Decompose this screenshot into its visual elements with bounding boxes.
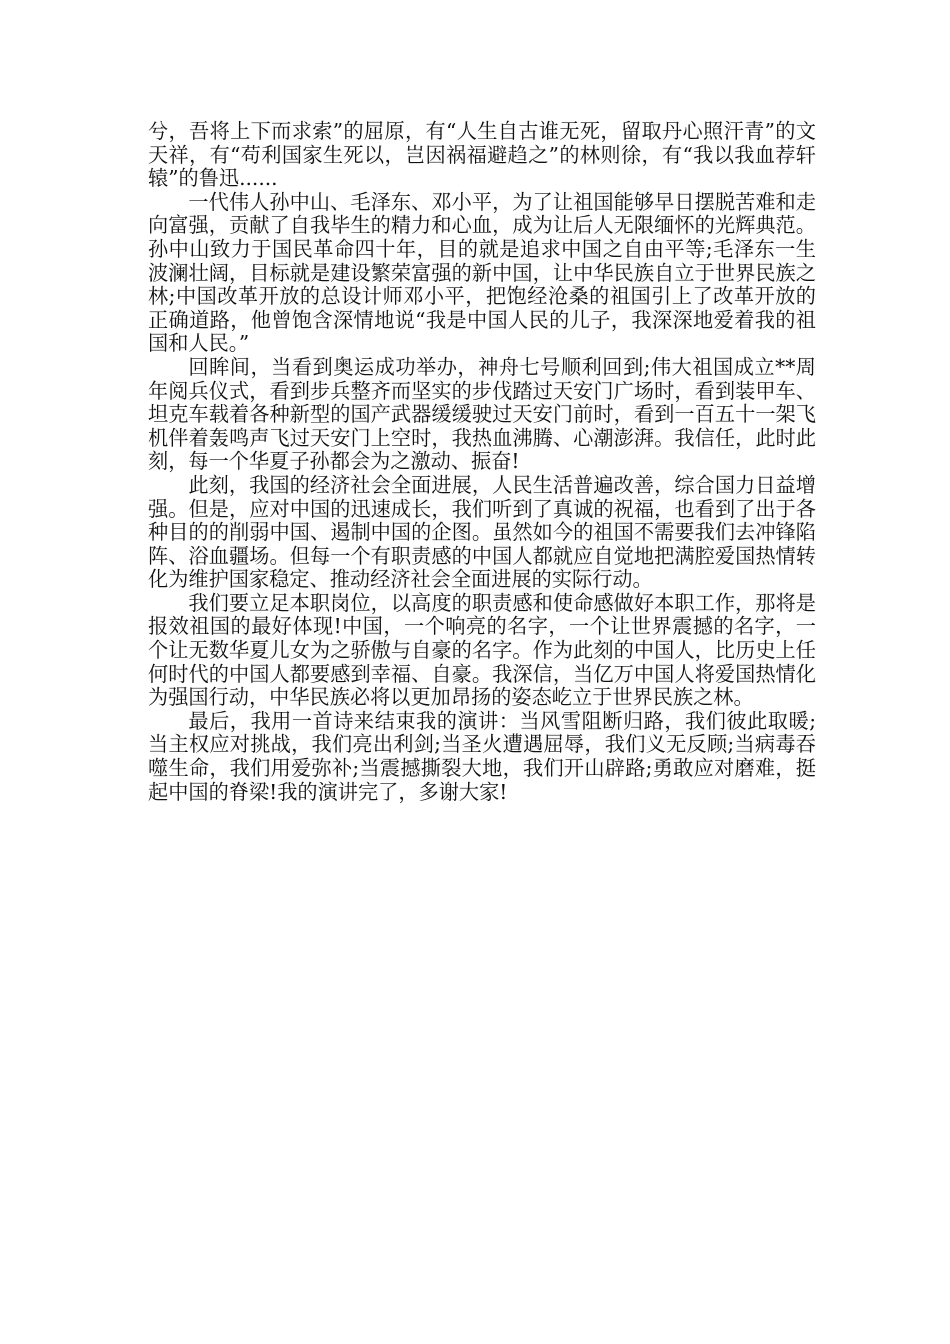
paragraph-4: 此刻，我国的经济社会全面进展，人民生活普遍改善，综合国力日益增强。但是，应对中国的迅速成长，我们听到了真诚的祝福，也看到了出于各种目的的削弱中国、遏制中国的企图。虽然如今的祖国不需要我们去冲锋陷阵、浴血疆场。但每一个有职责感的中国人都就应自觉地把满腔爱国热情转化为维护国家稳定、推动经济社会全面进展的实际行动。 <box>148 472 816 592</box>
paragraph-3: 回眸间，当看到奥运成功举办，神舟七号顺利回到;伟大祖国成立**周年阅兵仪式，看到步兵整齐而坚实的步伐踏过天安门广场时，看到装甲车、坦克车载着各种新型的国产武器缓缓驶过天安门前时，看到一百五十一架飞机伴着轰鸣声飞过天安门上空时，我热血沸腾、心潮澎湃。我信任，此时此刻，每一个华夏子孙都会为之激动、振奋! <box>148 354 816 474</box>
paragraph-2: 一代伟人孙中山、毛泽东、邓小平，为了让祖国能够早日摆脱苦难和走向富强，贡献了自我毕生的精力和心血，成为让后人无限缅怀的光辉典范。孙中山致力于国民革命四十年，目的就是追求中国之自由平等;毛泽东一生波澜壮阔，目标就是建设繁荣富强的新中国，让中华民族自立于世界民族之林;中国改革开放的总设计师邓小平，把饱经沧桑的祖国引上了改革开放的正确道路，他曾饱含深情地说“我是中国人民的儿子，我深深地爱着我的祖国和人民。” <box>148 189 816 356</box>
paragraph-1: 兮，吾将上下而求索”的屈原，有“人生自古谁无死，留取丹心照汗青”的文天祥，有“苟利国家生死以，岂因祸福避趋之”的林则徐，有“我以我血荐轩辕”的鲁迅...... <box>148 119 816 191</box>
paragraph-5: 我们要立足本职岗位，以高度的职责感和使命感做好本职工作，那将是报效祖国的最好体现!中国，一个响亮的名字，一个让世界震撼的名字，一个让无数华夏儿女为之骄傲与自豪的名字。作为此刻的中国人，比历史上任何时代的中国人都要感到幸福、自豪。我深信，当亿万中国人将爱国热情化为强国行动，中华民族必将以更加昂扬的姿态屹立于世界民族之林。 <box>148 590 816 710</box>
document-body <box>148 120 816 804</box>
paragraph-6: 最后，我用一首诗来结束我的演讲：当风雪阻断归路，我们彼此取暖;当主权应对挑战，我们亮出利剑;当圣火遭遇屈辱，我们义无反顾;当病毒吞噬生命，我们用爱弥补;当震撼撕裂大地，我们开山辟路;勇敢应对磨难，挺起中国的脊梁!我的演讲完了，多谢大家! <box>148 708 816 804</box>
